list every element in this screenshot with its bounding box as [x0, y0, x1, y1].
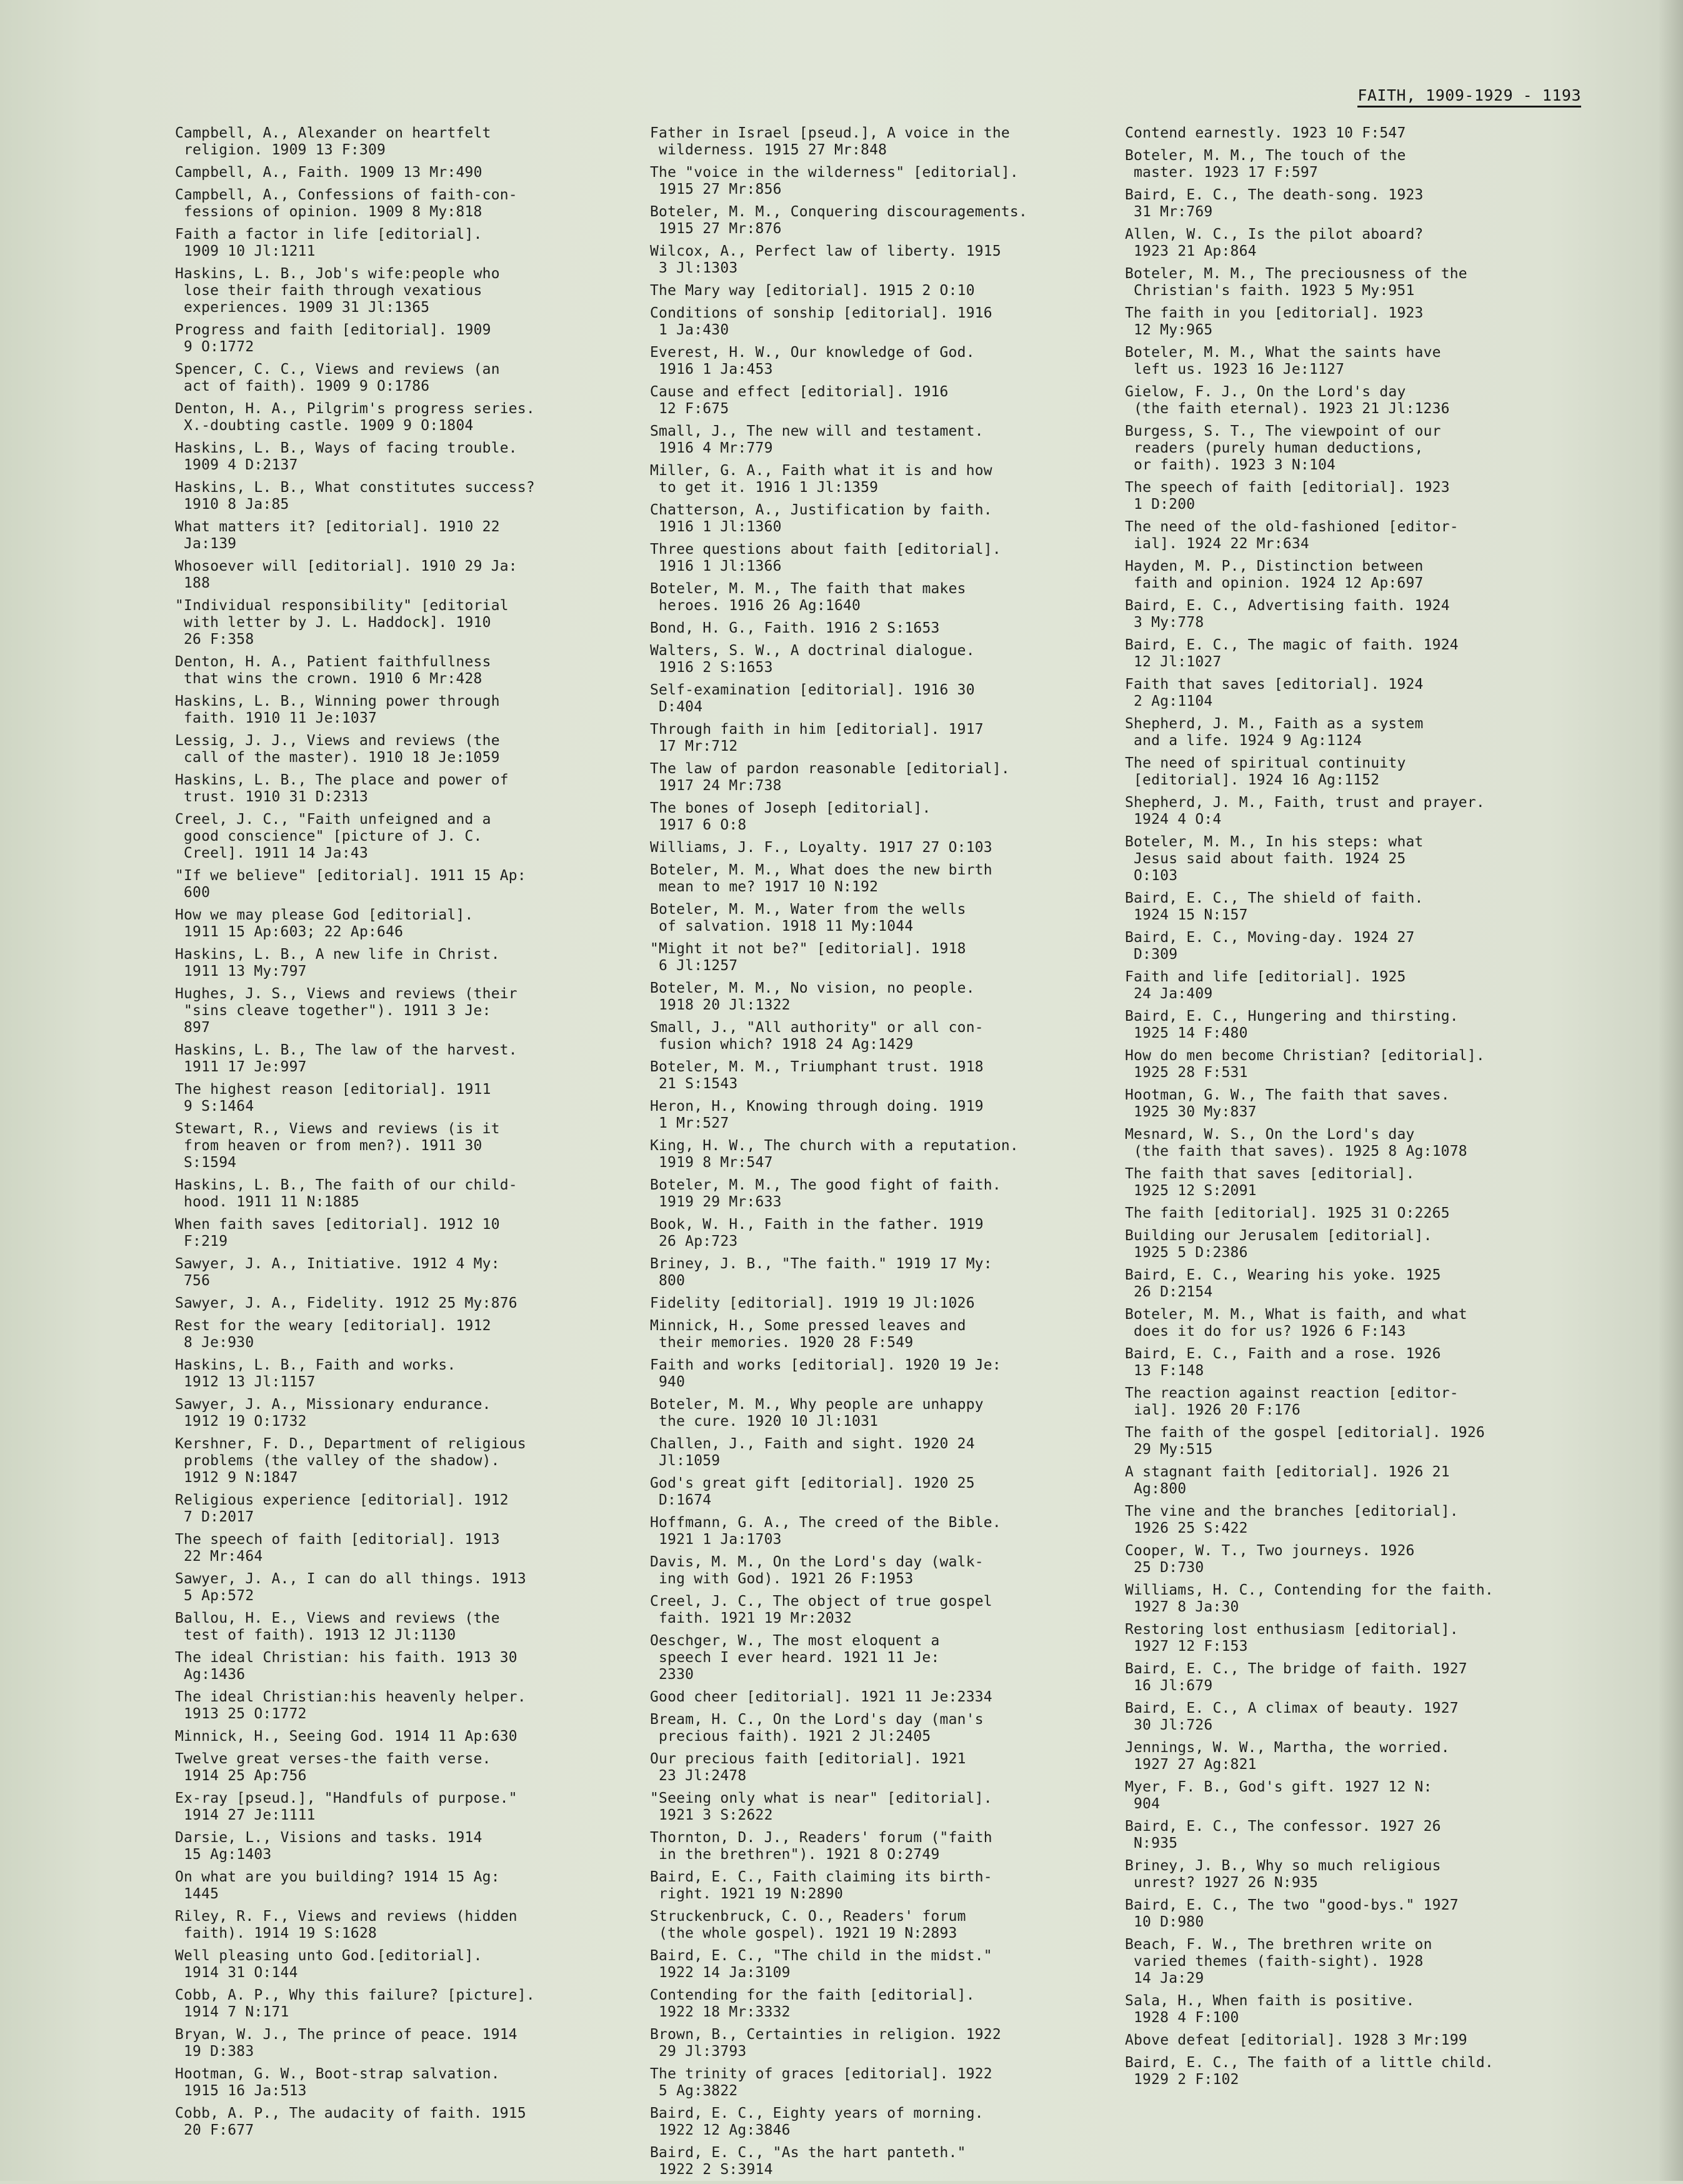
index-entry: Small, J., "All authority" or all con- fusion which? 1918 24 Ag:1429 [650, 1019, 984, 1053]
index-entry: Well pleasing unto God.[editorial]. 1914 31 O:144 [175, 1948, 482, 1981]
index-entry: The reaction against reaction [editor- ial]. 1926 20 F:176 [1125, 1385, 1459, 1418]
index-entry: The need of spiritual continuity [editorial]. 1924 16 Ag:1152 [1125, 755, 1406, 788]
index-entry: Shepherd, J. M., Faith, trust and prayer. 1924 4 O:4 [1125, 794, 1485, 828]
index-entry: The trinity of graces [editorial]. 1922 5 Ag:3822 [650, 2066, 992, 2099]
index-entry: Religious experience [editorial]. 1912 7 D:2017 [175, 1492, 509, 1525]
index-entry: Self-examination [editorial]. 1916 30 D:404 [650, 682, 975, 715]
index-entry: Contending for the faith [editorial]. 1922 18 Mr:3332 [650, 1987, 975, 2020]
index-entry: Williams, H. C., Contending for the faith. 1927 8 Ja:30 [1125, 1582, 1494, 1615]
index-entry: Haskins, L. B., Winning power through faith. 1910 11 Je:1037 [175, 693, 500, 726]
index-entry: Heron, H., Knowing through doing. 1919 1 Mr:527 [650, 1098, 984, 1131]
index-entry: Whosoever will [editorial]. 1910 29 Ja: 188 [175, 558, 517, 591]
index-entry: "Might it not be?" [editorial]. 1918 6 Jl:1257 [650, 941, 966, 974]
running-header [1344, 86, 1581, 104]
index-entry: Jennings, W. W., Martha, the worried. 1927 27 Ag:821 [1125, 1740, 1450, 1773]
index-entry: The speech of faith [editorial]. 1923 1 D:200 [1125, 479, 1450, 513]
index-entry: The need of the old-fashioned [editor- ial]. 1924 22 Mr:634 [1125, 519, 1459, 552]
index-entry: The faith that saves [editorial]. 1925 12 S:2091 [1125, 1166, 1415, 1199]
index-entry: Ex-ray [pseud.], "Handfuls of purpose." 1914 27 Je:1111 [175, 1790, 517, 1823]
index-entry: Progress and faith [editorial]. 1909 9 O:1772 [175, 322, 491, 355]
index-entry: Hughes, J. S., Views and reviews (their "sins cleave together"). 1911 3 Je: 897 [175, 986, 517, 1036]
index-entry: The Mary way [editorial]. 1915 2 O:10 [650, 283, 975, 299]
index-entry: The faith [editorial]. 1925 31 O:2265 [1125, 1205, 1450, 1221]
index-entry: Bond, H. G., Faith. 1916 2 S:1653 [650, 620, 940, 636]
index-entry: Boteler, M. M., The good fight of faith. 1919 29 Mr:633 [650, 1177, 1001, 1210]
index-entry: Three questions about faith [editorial]. 1916 1 Jl:1366 [650, 541, 1001, 574]
index-entry: Wilcox, A., Perfect law of liberty. 1915 3 Jl:1303 [650, 243, 1001, 276]
index-entry: Baird, E. C., "As the hart panteth." 1922 2 S:3914 [650, 2145, 966, 2178]
index-entry: What matters it? [editorial]. 1910 22 Ja:139 [175, 519, 500, 552]
index-entry: Cause and effect [editorial]. 1916 12 F:675 [650, 384, 949, 417]
index-entry: Creel, J. C., "Faith unfeigned and a good conscience" [picture of J. C. Creel]. 1911 14 Ja:43 [175, 811, 491, 861]
index-entry: Baird, E. C., The two "good-bys." 1927 10 D:980 [1125, 1897, 1459, 1930]
index-entry: Hoffmann, G. A., The creed of the Bible. 1921 1 Ja:1703 [650, 1515, 1001, 1548]
index-entry: Baird, E. C., Eighty years of morning. 1922 12 Ag:3846 [650, 2105, 984, 2138]
index-entry: "Individual responsibility" [editorial with letter by J. L. Haddock]. 1910 26 F:358 [175, 598, 509, 648]
index-column-1 [175, 125, 612, 2145]
index-entry: God's great gift [editorial]. 1920 25 D:1674 [650, 1475, 975, 1508]
index-entry: "If we believe" [editorial]. 1911 15 Ap: 600 [175, 868, 526, 901]
index-entry: King, H. W., The church with a reputation. 1919 8 Mr:547 [650, 1138, 1019, 1171]
index-entry: The ideal Christian:his heavenly helper. 1913 25 O:1772 [175, 1689, 526, 1722]
index-entry: Walters, S. W., A doctrinal dialogue. 1916 2 S:1653 [650, 643, 975, 676]
index-entry: Thornton, D. J., Readers' forum ("faith in the brethren"). 1921 8 O:2749 [650, 1830, 992, 1863]
index-entry: Oeschger, W., The most eloquent a speech I ever heard. 1921 11 Je: 2330 [650, 1633, 940, 1683]
index-entry: Conditions of sonship [editorial]. 1916 1 Ja:430 [650, 305, 992, 338]
index-entry: Sawyer, J. A., Initiative. 1912 4 My: 756 [175, 1256, 500, 1289]
index-entry: The highest reason [editorial]. 1911 9 S:1464 [175, 1081, 491, 1115]
index-entry: Twelve great verses-the faith verse. 1914 25 Ap:756 [175, 1751, 491, 1784]
index-entry: The bones of Joseph [editorial]. 1917 6 O:8 [650, 800, 931, 833]
index-entry: Good cheer [editorial]. 1921 11 Je:2334 [650, 1689, 992, 1705]
index-entry: Miller, G. A., Faith what it is and how to get it. 1916 1 Jl:1359 [650, 463, 992, 496]
index-entry: Brown, B., Certainties in religion. 1922 29 Jl:3793 [650, 2026, 1001, 2060]
index-entry: Denton, H. A., Patient faithfullness that wins the crown. 1910 6 Mr:428 [175, 654, 491, 687]
running-header-text: FAITH, 1909-1929 - 1193 [1357, 86, 1581, 108]
index-entry: Cooper, W. T., Two journeys. 1926 25 D:730 [1125, 1543, 1415, 1576]
index-entry: Fidelity [editorial]. 1919 19 Jl:1026 [650, 1295, 975, 1311]
index-entry: Faith that saves [editorial]. 1924 2 Ag:1104 [1125, 676, 1424, 709]
index-entry: Ballou, H. E., Views and reviews (the test of faith). 1913 12 Jl:1130 [175, 1610, 500, 1643]
index-entry: Haskins, L. B., Ways of facing trouble. 1909 4 D:2137 [175, 440, 517, 473]
index-entry: Haskins, L. B., What constitutes success? 1910 8 Ja:85 [175, 479, 535, 513]
page-edge-shadow [1658, 0, 1683, 2181]
index-entry: Through faith in him [editorial]. 1917 17 Mr:712 [650, 721, 984, 754]
index-entry: Chatterson, A., Justification by faith. 1916 1 Jl:1360 [650, 502, 992, 535]
index-entry: Challen, J., Faith and sight. 1920 24 Jl:1059 [650, 1436, 975, 1469]
index-entry: Baird, E. C., The shield of faith. 1924 15 N:157 [1125, 890, 1424, 923]
index-entry: Boteler, M. M., The touch of the master. 1923 17 F:597 [1125, 148, 1406, 181]
index-entry: Hootman, G. W., Boot-strap salvation. 1915 16 Ja:513 [175, 2066, 500, 2099]
index-entry: Williams, J. F., Loyalty. 1917 27 O:103 [650, 839, 992, 856]
index-entry: Haskins, L. B., The place and power of trust. 1910 31 D:2313 [175, 772, 509, 805]
index-entry: Hootman, G. W., The faith that saves. 1925 30 My:837 [1125, 1087, 1450, 1120]
index-entry: Above defeat [editorial]. 1928 3 Mr:199 [1125, 2032, 1467, 2048]
index-entry: The faith of the gospel [editorial]. 1926 29 My:515 [1125, 1425, 1485, 1458]
index-entry: Cobb, A. P., Why this failure? [picture]. 1914 7 N:171 [175, 1987, 535, 2020]
index-entry: How do men become Christian? [editorial]. 1925 28 F:531 [1125, 1048, 1485, 1081]
index-entry: Allen, W. C., Is the pilot aboard? 1923 21 Ap:864 [1125, 226, 1424, 259]
index-entry: When faith saves [editorial]. 1912 10 F:219 [175, 1216, 500, 1250]
index-entry: Boteler, M. M., The faith that makes heroes. 1916 26 Ag:1640 [650, 581, 966, 614]
index-entry: The law of pardon reasonable [editorial]. 1917 24 Mr:738 [650, 761, 1010, 794]
index-entry: Denton, H. A., Pilgrim's progress series. X.-doubting castle. 1909 9 O:1804 [175, 401, 535, 434]
index-entry: Briney, J. B., Why so much religious unrest? 1927 26 N:935 [1125, 1858, 1441, 1891]
index-entry: The faith in you [editorial]. 1923 12 My:965 [1125, 305, 1424, 338]
index-entry: Haskins, L. B., The faith of our child- hood. 1911 11 N:1885 [175, 1177, 517, 1210]
index-entry: Bryan, W. J., The prince of peace. 1914 19 D:383 [175, 2026, 517, 2060]
index-entry: Cobb, A. P., The audacity of faith. 1915 20 F:677 [175, 2105, 526, 2138]
index-entry: Sawyer, J. A., Fidelity. 1912 25 My:876 [175, 1295, 517, 1311]
index-entry: Baird, E. C., Faith and a rose. 1926 13 F:148 [1125, 1346, 1441, 1379]
index-entry: Book, W. H., Faith in the father. 1919 26 Ap:723 [650, 1216, 984, 1250]
index-entry: Baird, E. C., The confessor. 1927 26 N:935 [1125, 1818, 1441, 1851]
index-entry: Lessig, J. J., Views and reviews (the call of the master). 1910 18 Je:1059 [175, 733, 500, 766]
index-entry: Mesnard, W. S., On the Lord's day (the faith that saves). 1925 8 Ag:1078 [1125, 1126, 1467, 1160]
index-entry: Sawyer, J. A., Missionary endurance. 1912 19 O:1732 [175, 1396, 491, 1430]
index-entry: Boteler, M. M., What is faith, and what does it do for us? 1926 6 F:143 [1125, 1306, 1467, 1340]
index-entry: Riley, R. F., Views and reviews (hidden faith). 1914 19 S:1628 [175, 1908, 517, 1941]
index-entry: Minnick, H., Seeing God. 1914 11 Ap:630 [175, 1728, 517, 1745]
index-entry: Baird, E. C., Faith claiming its birth- right. 1921 19 N:2890 [650, 1869, 992, 1902]
index-entry: "Seeing only what is near" [editorial]. 1921 3 S:2622 [650, 1790, 992, 1823]
index-entry: Faith and life [editorial]. 1925 24 Ja:409 [1125, 969, 1406, 1002]
index-entry: Baird, E. C., "The child in the midst." 1922 14 Ja:3109 [650, 1948, 992, 1981]
index-entry: Small, J., The new will and testament. 1916 4 Mr:779 [650, 423, 984, 456]
index-entry: Bream, H. C., On the Lord's day (man's precious faith). 1921 2 Jl:2405 [650, 1711, 984, 1745]
index-entry: Our precious faith [editorial]. 1921 23 Jl:2478 [650, 1751, 966, 1784]
index-entry: Briney, J. B., "The faith." 1919 17 My: 800 [650, 1256, 992, 1289]
index-column-2 [650, 125, 1087, 2184]
index-entry: On what are you building? 1914 15 Ag: 1445 [175, 1869, 500, 1902]
index-entry: Kershner, F. D., Department of religious problems (the valley of the shadow). 1912 9 N:1847 [175, 1436, 526, 1486]
index-entry: Baird, E. C., The faith of a little child. 1929 2 F:102 [1125, 2055, 1494, 2088]
index-entry: Faith a factor in life [editorial]. 1909 10 Jl:1211 [175, 226, 482, 259]
index-entry: Beach, F. W., The brethren write on varied themes (faith-sight). 1928 14 Ja:29 [1125, 1936, 1432, 1986]
index-entry: Restoring lost enthusiasm [editorial]. 1927 12 F:153 [1125, 1621, 1459, 1655]
index-entry: Shepherd, J. M., Faith as a system and a life. 1924 9 Ag:1124 [1125, 716, 1424, 749]
index-entry: Boteler, M. M., No vision, no people. 1918 20 Jl:1322 [650, 980, 975, 1013]
index-entry: The vine and the branches [editorial]. 1926 25 S:422 [1125, 1503, 1459, 1536]
index-entry: Boteler, M. M., What the saints have left us. 1923 16 Je:1127 [1125, 344, 1441, 378]
index-entry: The "voice in the wilderness" [editorial]. 1915 27 Mr:856 [650, 164, 1019, 198]
index-entry: Minnick, H., Some pressed leaves and their memories. 1920 28 F:549 [650, 1318, 966, 1351]
index-entry: Baird, E. C., The death-song. 1923 31 Mr:769 [1125, 187, 1424, 220]
index-entry: Struckenbruck, C. O., Readers' forum (the whole gospel). 1921 19 N:2893 [650, 1908, 966, 1941]
index-entry: Sala, H., When faith is positive. 1928 4 F:100 [1125, 1993, 1415, 2026]
index-entry: Baird, E. C., Wearing his yoke. 1925 26 D:2154 [1125, 1267, 1441, 1300]
index-entry: Haskins, L. B., Faith and works. 1912 13 Jl:1157 [175, 1357, 456, 1390]
index-entry: Myer, F. B., God's gift. 1927 12 N: 904 [1125, 1779, 1432, 1812]
index-entry: Baird, E. C., Moving-day. 1924 27 D:309 [1125, 929, 1415, 963]
index-entry: Campbell, A., Confessions of faith-con- fessions of opinion. 1909 8 My:818 [175, 187, 517, 220]
index-entry: Haskins, L. B., The law of the harvest. 1911 17 Je:997 [175, 1042, 517, 1075]
index-entry: Baird, E. C., Hungering and thirsting. 1925 14 F:480 [1125, 1008, 1459, 1041]
index-entry: Boteler, M. M., In his steps: what Jesus said about faith. 1924 25 O:103 [1125, 834, 1424, 884]
index-column-3 [1125, 125, 1562, 2094]
index-entry: Everest, H. W., Our knowledge of God. 1916 1 Ja:453 [650, 344, 975, 378]
index-entry: Boteler, M. M., Triumphant trust. 1918 21 S:1543 [650, 1059, 984, 1092]
index-entry: Sawyer, J. A., I can do all things. 1913 5 Ap:572 [175, 1571, 526, 1604]
index-entry: Hayden, M. P., Distinction between faith and opinion. 1924 12 Ap:697 [1125, 558, 1424, 591]
index-entry: Spencer, C. C., Views and reviews (an act of faith). 1909 9 O:1786 [175, 361, 500, 394]
index-entry: The speech of faith [editorial]. 1913 22 Mr:464 [175, 1531, 500, 1565]
index-entry: Boteler, M. M., Why people are unhappy the cure. 1920 10 Jl:1031 [650, 1396, 984, 1430]
index-entry: Faith and works [editorial]. 1920 19 Je: 940 [650, 1357, 1001, 1390]
index-entry: Baird, E. C., The magic of faith. 1924 12 Jl:1027 [1125, 637, 1459, 670]
index-entry: Building our Jerusalem [editorial]. 1925 5 D:2386 [1125, 1228, 1432, 1261]
index-entry: Creel, J. C., The object of true gospel faith. 1921 19 Mr:2032 [650, 1593, 992, 1626]
index-entry: Campbell, A., Alexander on heartfelt religion. 1909 13 F:309 [175, 125, 491, 158]
index-entry: Stewart, R., Views and reviews (is it from heaven or from men?). 1911 30 S:1594 [175, 1121, 500, 1171]
index-entry: Baird, E. C., The bridge of faith. 1927 16 Jl:679 [1125, 1661, 1467, 1694]
index-entry: Boteler, M. M., Water from the wells of salvation. 1918 11 My:1044 [650, 901, 966, 934]
index-entry: A stagnant faith [editorial]. 1926 21 Ag:800 [1125, 1464, 1450, 1497]
index-entry: Darsie, L., Visions and tasks. 1914 15 Ag:1403 [175, 1830, 482, 1863]
index-entry: Baird, E. C., Advertising faith. 1924 3 My:778 [1125, 598, 1450, 631]
index-entry: Burgess, S. T., The viewpoint of our readers (purely human deductions, or faith). 1923 3 N:104 [1125, 423, 1441, 473]
index-entry: Contend earnestly. 1923 10 F:547 [1125, 125, 1406, 141]
index-entry: Davis, M. M., On the Lord's day (walk- ing with God). 1921 26 F:1953 [650, 1554, 984, 1587]
index-entry: The ideal Christian: his faith. 1913 30 Ag:1436 [175, 1650, 517, 1683]
index-entry: Boteler, M. M., The preciousness of the Christian's faith. 1923 5 My:951 [1125, 266, 1467, 299]
index-entry: Rest for the weary [editorial]. 1912 8 Je:930 [175, 1318, 491, 1351]
index-entry: Haskins, L. B., A new life in Christ. 1911 13 My:797 [175, 946, 500, 979]
index-entry: Campbell, A., Faith. 1909 13 Mr:490 [175, 164, 482, 181]
index-entry: Haskins, L. B., Job's wife:people who lose their faith through vexatious experiences. 1909 31 Jl:1365 [175, 266, 500, 316]
index-entry: Boteler, M. M., Conquering discouragements. 1915 27 Mr:876 [650, 204, 1028, 237]
index-entry: Gielow, F. J., On the Lord's day (the faith eternal). 1923 21 Jl:1236 [1125, 384, 1450, 417]
index-entry: Father in Israel [pseud.], A voice in the wilderness. 1915 27 Mr:848 [650, 125, 1010, 158]
index-entry: How we may please God [editorial]. 1911 15 Ap:603; 22 Ap:646 [175, 907, 474, 940]
index-entry: Boteler, M. M., What does the new birth mean to me? 1917 10 N:192 [650, 862, 992, 895]
index-entry: Baird, E. C., A climax of beauty. 1927 30 Jl:726 [1125, 1700, 1459, 1733]
